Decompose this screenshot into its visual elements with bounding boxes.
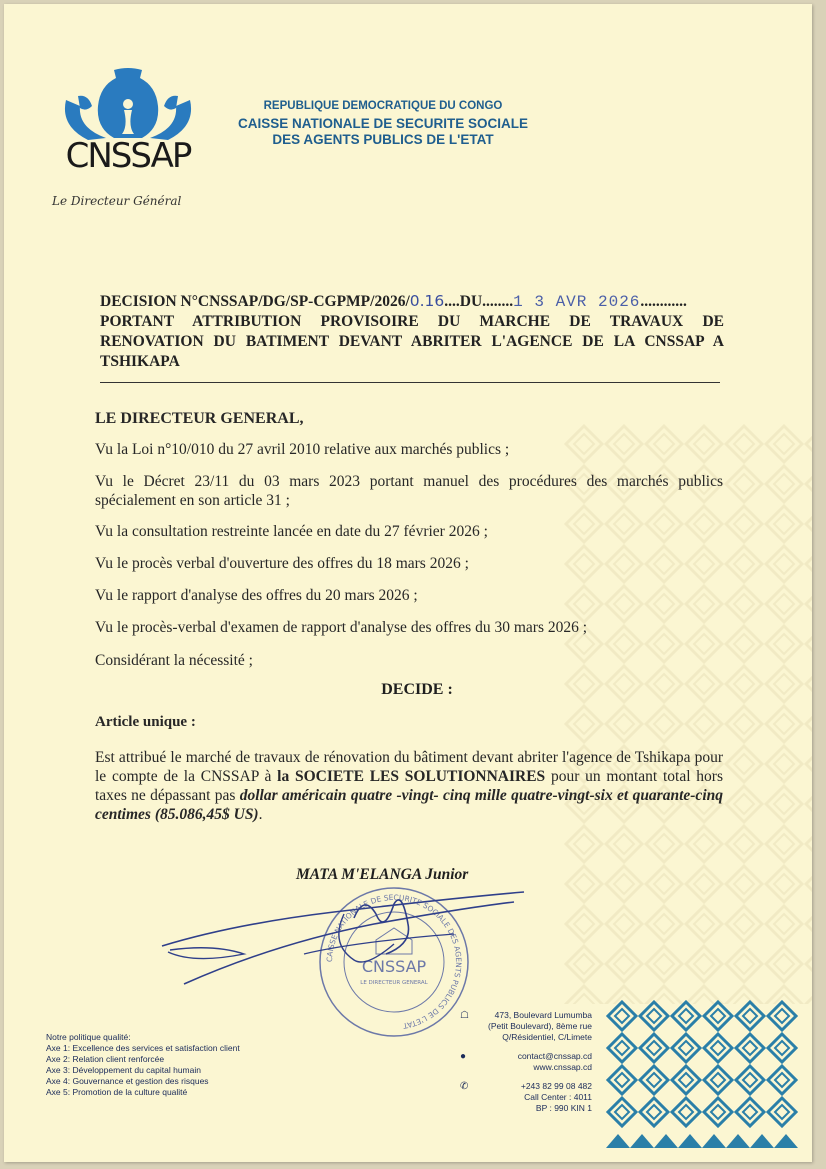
quality-policy-title: Notre politique qualité:	[46, 1032, 131, 1042]
address-line: (Petit Boulevard), 8ème rue	[488, 1021, 592, 1031]
decision-prefix: DECISION N°CNSSAP/DG/SP-CGPMP/2026/	[100, 293, 410, 310]
decorative-diamond-pattern-icon	[606, 1000, 798, 1148]
article-heading: Article unique :	[95, 714, 196, 730]
vu-item: Vu la consultation restreinte lancée en date du 27 février 2026 ;	[95, 523, 488, 540]
decision-title: PORTANT ATTRIBUTION PROVISOIRE DU MARCHE DE TRAVAUX DE RENOVATION DU BATIMENT DEVANT ABRITER L'AGENCE DE LA CNSSAP A TSHIKAPA	[100, 313, 724, 370]
institution-name-line1: CAISSE NATIONALE DE SECURITE SOCIALE	[237, 116, 529, 131]
handwritten-signature-icon	[154, 884, 534, 1024]
stamp-wordmark: CNSSAP	[361, 957, 427, 976]
stamp-subtitle: LE DIRECTEUR GENERAL	[360, 980, 428, 986]
email-link[interactable]: contact@cnssap.cd	[517, 1051, 592, 1061]
website-link[interactable]: www.cnssap.cd	[533, 1062, 592, 1072]
attrib-amount: dollar américain quatre -vingt- cinq mille quatre-vingt-six et quarante-cinq centimes (85.086,45$ US)	[95, 787, 723, 823]
phone-icon: ✆	[460, 1081, 469, 1092]
decide-heading: DECIDE :	[381, 681, 453, 698]
decision-number-handwritten: 0.16	[409, 292, 445, 310]
decision-suffix: ............	[640, 293, 687, 310]
quality-axis: Axe 4: Gouvernance et gestion des risques	[46, 1076, 209, 1086]
attrib-part2: pour un montant total hors taxes ne dépassant pas	[95, 768, 724, 804]
date-stamp: 1 3 AVR 2026	[513, 293, 641, 311]
address-line: Q/Résidentiel, C/Limete	[502, 1032, 592, 1042]
vu-item: Vu le procès-verbal d'examen de rapport d'analyse des offres du 30 mars 2026 ;	[95, 619, 588, 636]
attrib-part1: Est attribué le marché de travaux de rénovation du bâtiment devant abriter l'agence de Tshikapa pour le compte de la CNSSAP à	[95, 749, 723, 785]
article-text	[95, 748, 723, 824]
vu-item: Vu le Décret 23/11 du 03 mars 2023 portant manuel des procédures des marchés publics spécialement en son article 31 ;	[95, 473, 723, 509]
vu-item: Vu la Loi n°10/010 du 27 avril 2010 relative aux marchés publics ;	[95, 441, 510, 458]
director-general-title: LE DIRECTEUR GENERAL,	[95, 410, 304, 427]
decision-number-line	[100, 291, 724, 312]
phone-contacts	[460, 1081, 592, 1114]
quality-policy	[46, 1032, 240, 1098]
attrib-end: .	[258, 806, 263, 823]
institution-name-line2: DES AGENTS PUBLICS DE L'ETAT	[272, 132, 494, 147]
home-icon: ☖	[460, 1010, 469, 1021]
decision-mid: ....DU........	[444, 293, 514, 310]
phone-line: BP : 990 KIN 1	[535, 1103, 592, 1113]
web-contacts	[460, 1051, 592, 1073]
quality-axis: Axe 3: Développement du capital humain	[46, 1065, 201, 1075]
document-page	[4, 4, 812, 1162]
phone-line: +243 82 99 08 482	[520, 1081, 592, 1091]
vu-item: Vu le procès verbal d'ouverture des offres du 18 mars 2026 ;	[95, 555, 469, 572]
dg-letterhead-label: Le Directeur Général	[52, 194, 182, 208]
quality-axis: Axe 2: Relation client renforcée	[46, 1054, 165, 1064]
contact-block	[460, 1010, 592, 1122]
quality-axis: Axe 1: Excellence des services et satisfaction client	[46, 1043, 240, 1053]
decision-heading	[100, 291, 724, 372]
stamp-ring-text: CAISSE NATIONALE DE SECURITE SOCIALE DES AGENTS PUBLICS DE L'ETAT	[324, 892, 464, 1031]
logo-wordmark: CNSSAP	[65, 136, 191, 176]
phone-line: Call Center : 4011	[524, 1092, 592, 1102]
country-name: REPUBLIQUE DEMOCRATIQUE DU CONGO	[263, 100, 503, 112]
attrib-company: la SOCIETE LES SOLUTIONNAIRES	[277, 768, 546, 785]
signatory-name: MATA M'ELANGA Junior	[296, 866, 469, 883]
quality-axis: Axe 5: Promotion de la culture qualité	[46, 1087, 188, 1097]
vu-item: Vu le rapport d'analyse des offres du 20 mars 2026 ;	[95, 587, 418, 604]
heading-divider	[100, 382, 720, 383]
globe-icon: ●	[460, 1051, 467, 1062]
considering-item: Considérant la nécessité ;	[95, 652, 253, 669]
letterhead	[230, 100, 536, 147]
address-line: 473, Boulevard Lumumba	[494, 1010, 592, 1020]
address	[460, 1010, 592, 1043]
